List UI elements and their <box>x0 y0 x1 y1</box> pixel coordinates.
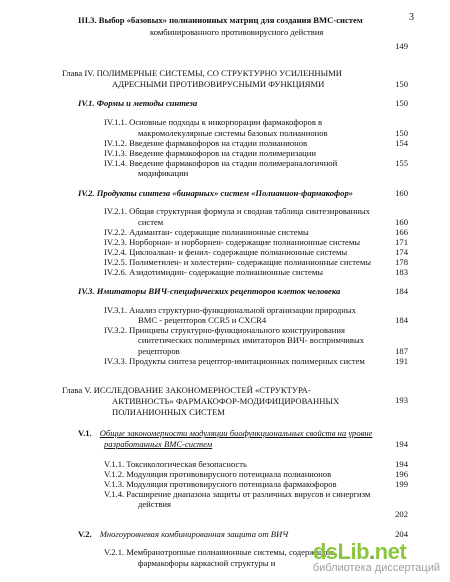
toc-page-iii3: 149 <box>395 41 408 51</box>
toc-page-iv14: 155 <box>395 158 408 168</box>
toc-page-v12: 196 <box>395 469 408 479</box>
toc-page-v11: 194 <box>395 459 408 469</box>
toc-entry-v14-line1: V.1.4. Расширение диапазона защиты от различных вирусов и синергизм <box>104 489 371 499</box>
toc-entry-iv31-line1: IV.3.1. Анализ структурно-функциональной организации природных <box>104 305 356 315</box>
toc-entry-iv11-line1: IV.1.1. Основные подходы к инкорпорации фармакофоров в <box>104 117 323 127</box>
toc-page-iv1: 150 <box>395 98 408 108</box>
toc-chapter-v-line1: Глава V. ИССЛЕДОВАНИЕ ЗАКОНОМЕРНОСТЕЙ «СТРУКТУРА- <box>62 385 311 395</box>
toc-page-iv23: 171 <box>395 237 408 247</box>
toc-page-v2: 204 <box>395 529 408 539</box>
toc-entry-iv32-line2: синтетических полимерных имитаторов ВИЧ- воспримчивых <box>138 335 365 345</box>
toc-entry-iv21-line1: IV.2.1. Общая структурная формула и сводная таблица синтезированных <box>104 206 370 216</box>
toc-entry-iv21-line2: систем <box>138 217 164 227</box>
toc-entry-iv14-line2: модификации <box>138 168 189 178</box>
toc-page-v13: 199 <box>395 479 408 489</box>
toc-entry-v11: V.1.1. Токсикологическая безопасность <box>104 459 247 469</box>
toc-entry-iv32-line3: рецепторов <box>138 346 180 356</box>
toc-page-iv11: 150 <box>395 128 408 138</box>
toc-page-v14: 202 <box>395 509 408 519</box>
toc-entry-iii3-line1: III.3. Выбор «базовых» полианионных матриц для создания ВМС-систем <box>78 15 363 25</box>
toc-page-iv21: 160 <box>395 217 408 227</box>
toc-page-iv33: 191 <box>395 356 408 366</box>
toc-page-iv26: 183 <box>395 267 408 277</box>
dslib-watermark[interactable] <box>313 539 440 574</box>
toc-entry-v12: V.1.2. Модуляция противовирусного потенциала полианионов <box>104 469 332 479</box>
toc-page-iv2: 160 <box>395 188 408 198</box>
toc-chapter-iv-line2: АДРЕСНЫМИ ПРОТИВОВИРУСНЫМИ ФУНКЦИЯМИ <box>112 79 325 89</box>
toc-entry-iv25: IV.2.5. Полиметилен- и холестерин- содержащие полианионные системы <box>104 257 372 267</box>
toc-page-iv12: 154 <box>395 138 408 148</box>
toc-entry-iv31-line2: ВМС - рецепторов CCR5 и CXCR4 <box>138 315 267 325</box>
toc-entry-iv11-line2: макромолекулярные системы базовых полианионов <box>138 128 328 138</box>
toc-page-iv3: 184 <box>395 286 408 296</box>
toc-chapter-v-line3: ПОЛИАНИОННЫХ СИСТЕМ <box>112 407 225 417</box>
toc-entry-iv22: IV.2.2. Адамантан- содержащие полианионные системы <box>104 227 309 237</box>
toc-entry-iv3: IV.3. Имитаторы ВИЧ-специфических рецепторов клеток человека <box>78 286 341 296</box>
toc-entry-v21-line1: V.2.1. Мембранотропные полианионные системы, содержащие <box>104 547 335 557</box>
toc-page-iv32: 187 <box>395 346 408 356</box>
toc-entry-iii3-line2: комбинированного противовирусного действия <box>150 27 324 37</box>
toc-entry-iv26: IV.2.6. Азидотимидин- содержащие полианионные системы <box>104 267 324 277</box>
toc-page-v1: 194 <box>395 439 408 449</box>
toc-entry-iv1: IV.1. Формы и методы синтеза <box>78 98 198 108</box>
toc-entry-iv13: IV.1.3. Введение фармакофоров на стадии полимеризации <box>104 148 316 158</box>
page-number: 3 <box>409 12 414 23</box>
toc-entry-iv12: IV.1.2. Введение фармакофоров на стадии полианионов <box>104 138 308 148</box>
toc-chapter-iv-line1: Глава IV. ПОЛИМЕРНЫЕ СИСТЕМЫ, СО СТРУКТУРНО УСИЛЕННЫМИ <box>62 68 342 78</box>
toc-page-iv: 150 <box>395 79 408 89</box>
toc-entry-iv24: IV.2.4. Циклоалкан- и фенил- содержащие полианионные системы <box>104 247 348 257</box>
toc-entry-iv2: IV.2. Продукты синтеза «бинарных» систем «Полианион-фармакофор» <box>78 188 354 198</box>
toc-entry-iv32-line1: IV.3.2. Принципы структурно-функционального конструирования <box>104 325 345 335</box>
dslib-subtitle: библиотека диссертаций <box>312 562 440 574</box>
toc-page-iv24: 174 <box>395 247 408 257</box>
toc-chapter-v-line2: АКТИВНОСТЬ» ФАРМАКОФОР-МОДИФИЦИРОВАННЫХ <box>112 396 340 406</box>
toc-page-iv31: 184 <box>395 315 408 325</box>
toc-page-iv22: 166 <box>395 227 408 237</box>
toc-entry-v14-line2: действия <box>138 499 171 509</box>
toc-entry-v21-line2: фармакофоры каркасной структуры и <box>138 558 276 568</box>
toc-entry-v1-line1: V.1. Общие закономерности модуляции биофункциональных свойств на уровне <box>78 428 373 438</box>
toc-entry-v13: V.1.3. Модуляция противовирусного потенциала фармакофоров <box>104 479 337 489</box>
toc-page-v: 193 <box>395 395 408 405</box>
toc-entry-v1-line2: разработанных ВМС-систем <box>104 439 213 449</box>
toc-entry-iv23: IV.2.3. Норборнан- и норборнен- содержащие полианионные системы <box>104 237 361 247</box>
toc-entry-iv14-line1: IV.1.4. Введение фармакофоров на стадии полимераналогичной <box>104 158 338 168</box>
dslib-logo: dsLib.net <box>312 539 407 564</box>
toc-entry-iv33: IV.3.3. Продукты синтеза рецептор-имитационных полимерных систем <box>104 356 365 366</box>
toc-page-iv25: 178 <box>395 257 408 267</box>
toc-entry-v2: V.2. Многоуровневая комбинированная защита от ВИЧ <box>78 529 289 539</box>
